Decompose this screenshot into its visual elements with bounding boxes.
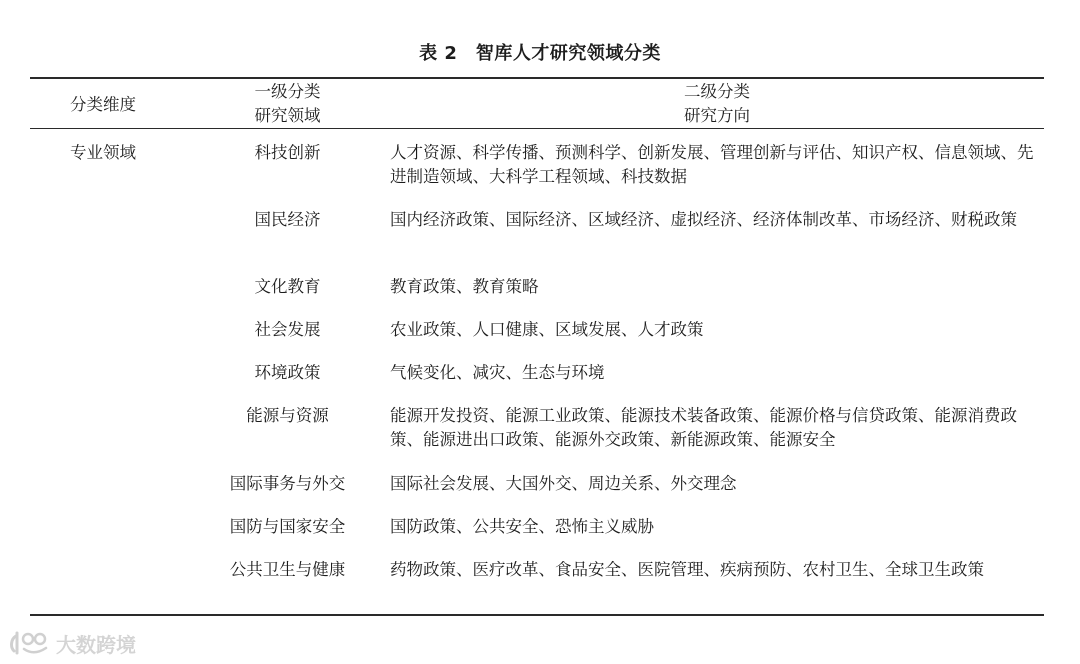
- research-directions: 能源开发投资、能源工业政策、能源技术装备政策、能源价格与信贷政策、能源消费政策、能源进出口政策、能源外交政策、新能源政策、能源安全: [390, 406, 1017, 449]
- table-bottom-rule: [30, 614, 1044, 616]
- header-dimension: 分类维度: [70, 95, 136, 114]
- header-level1-line2: 研究领域: [254, 106, 321, 125]
- research-directions: 药物政策、医疗改革、食品安全、医院管理、疾病预防、农村卫生、全球卫生政策: [390, 560, 984, 579]
- header-level1-line1: 一级分类: [254, 82, 321, 101]
- research-area: 国民经济: [254, 210, 321, 229]
- research-directions: 国防政策、公共安全、恐怖主义威胁: [390, 517, 654, 536]
- table-header-rule: [30, 128, 1044, 129]
- watermark-text: 大数跨境: [56, 632, 136, 657]
- research-area: 社会发展: [254, 320, 321, 339]
- brand-logo-icon: [8, 629, 52, 657]
- research-area: 环境政策: [254, 363, 321, 382]
- research-area: 能源与资源: [246, 406, 329, 425]
- table-title: 表 2 智库人才研究领域分类: [419, 43, 661, 64]
- research-directions: 国内经济政策、国际经济、区域经济、虚拟经济、经济体制改革、市场经济、财税政策: [390, 210, 1017, 229]
- research-directions: 气候变化、减灾、生态与环境: [390, 363, 605, 382]
- research-area: 科技创新: [254, 143, 321, 162]
- research-directions: 人才资源、科学传播、预测科学、创新发展、管理创新与评估、知识产权、信息领域、先进制造领域、大科学工程领域、科技数据: [390, 143, 1034, 186]
- research-directions: 农业政策、人口健康、区域发展、人才政策: [390, 320, 704, 339]
- research-area: 国防与国家安全: [229, 517, 346, 536]
- header-level1: [200, 80, 375, 128]
- header-level2: [390, 80, 1044, 128]
- dimension-cell: 专业领域: [70, 143, 136, 162]
- table-top-rule: [30, 77, 1044, 79]
- research-area: 国际事务与外交: [229, 474, 346, 493]
- header-level2-line1: 二级分类: [684, 82, 750, 101]
- research-directions: 教育政策、教育策略: [390, 277, 539, 296]
- research-area: 公共卫生与健康: [229, 560, 346, 579]
- research-area: 文化教育: [254, 277, 321, 296]
- header-level2-line2: 研究方向: [684, 106, 750, 125]
- research-directions: 国际社会发展、大国外交、周边关系、外交理念: [390, 474, 737, 493]
- watermark: [8, 626, 136, 660]
